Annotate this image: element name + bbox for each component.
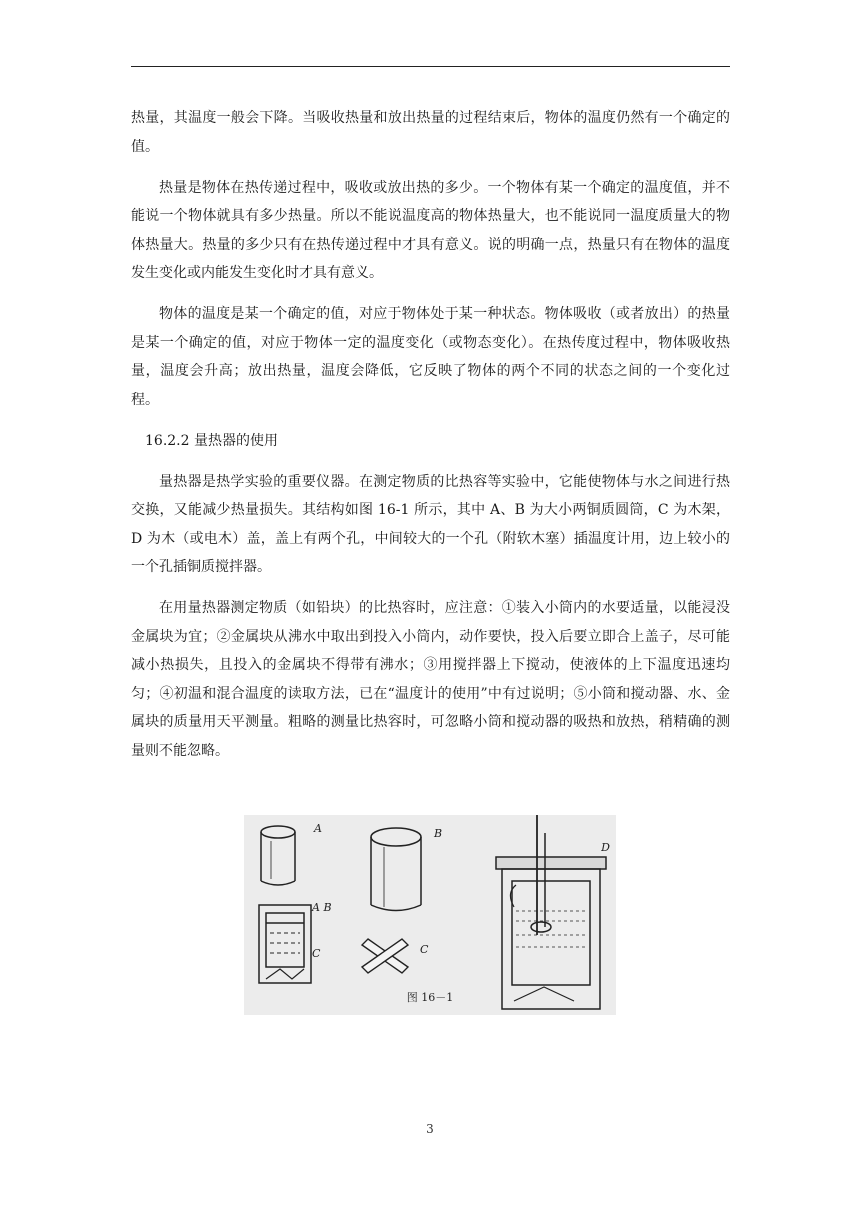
paragraph-4: 量热器是热学实验的重要仪器。在测定物质的比热容等实验中，它能使物体与水之间进行热交换，又能减少热量损失。其结构如图 16-1 所示，其中 A、B 为大小两铜质圆筒，C 为木架，D 为木（或电木）盖，盖上有两个孔，中间较大的一个孔（附软木塞）插温度计用，边上较小的一个孔插铜质搅拌器。 — [131, 473, 730, 575]
paragraph-2: 热量是物体在热传递过程中，吸收或放出热的多少。一个物体有某一个确定的温度值，并不能说一个物体就具有多少热量。所以不能说温度高的物体热量大，也不能说同一温度质量大的物体热量大。热量的多少只有在热传递过程中才具有意义。说的明确一点，热量只有在物体的温度发生变化或内能发生变化时才具有意义。 — [131, 179, 730, 281]
label-b: B — [434, 827, 443, 840]
label-a: A — [314, 822, 322, 835]
label-c-small: C — [312, 947, 321, 960]
document-body — [131, 104, 730, 765]
label-c: C — [420, 943, 429, 956]
figure-caption: 图 16－1 — [406, 991, 454, 1004]
figure-calorimeter — [244, 815, 616, 1015]
label-ab: A B — [312, 901, 332, 914]
page-number: 3 — [426, 1122, 434, 1136]
paragraph-3: 物体的温度是某一个确定的值，对应于物体处于某一种状态。物体吸收（或者放出）的热量是某一个确定的值，对应于物体一定的温度变化（或物态变化）。在热传度过程中，物体吸收热量，温度会升高；放出热量，温度会降低，它反映了物体的两个不同的状态之间的一个变化过程。 — [131, 306, 730, 408]
paragraph-1: 热量，其温度一般会下降。当吸收热量和放出热量的过程结束后，物体的温度仍然有一个确定的值。 — [131, 110, 730, 155]
label-d: D — [601, 841, 610, 854]
paragraph-5: 在用量热器测定物质（如铅块）的比热容时，应注意：①装入小筒内的水要适量，以能浸没金属块为宜；②金属块从沸水中取出到投入小筒内，动作要快，投入后要立即合上盖子，尽可能减小热损失，且投入的金属块不得带有沸水；③用搅拌器上下搅动，使液体的上下温度迅速均匀；④初温和混合温度的读取方法，已在“温度计的使用”中有过说明；⑤小筒和搅动器、水、金属块的质量用天平测量。粗略的测量比热容时，可忽略小筒和搅动器的吸热和放热，稍精确的测量则不能忽略。 — [131, 600, 730, 759]
calorimeter-illustration — [244, 815, 616, 1015]
section-heading: 16.2.2 量热器的使用 — [145, 432, 278, 449]
header-rule — [131, 66, 730, 67]
